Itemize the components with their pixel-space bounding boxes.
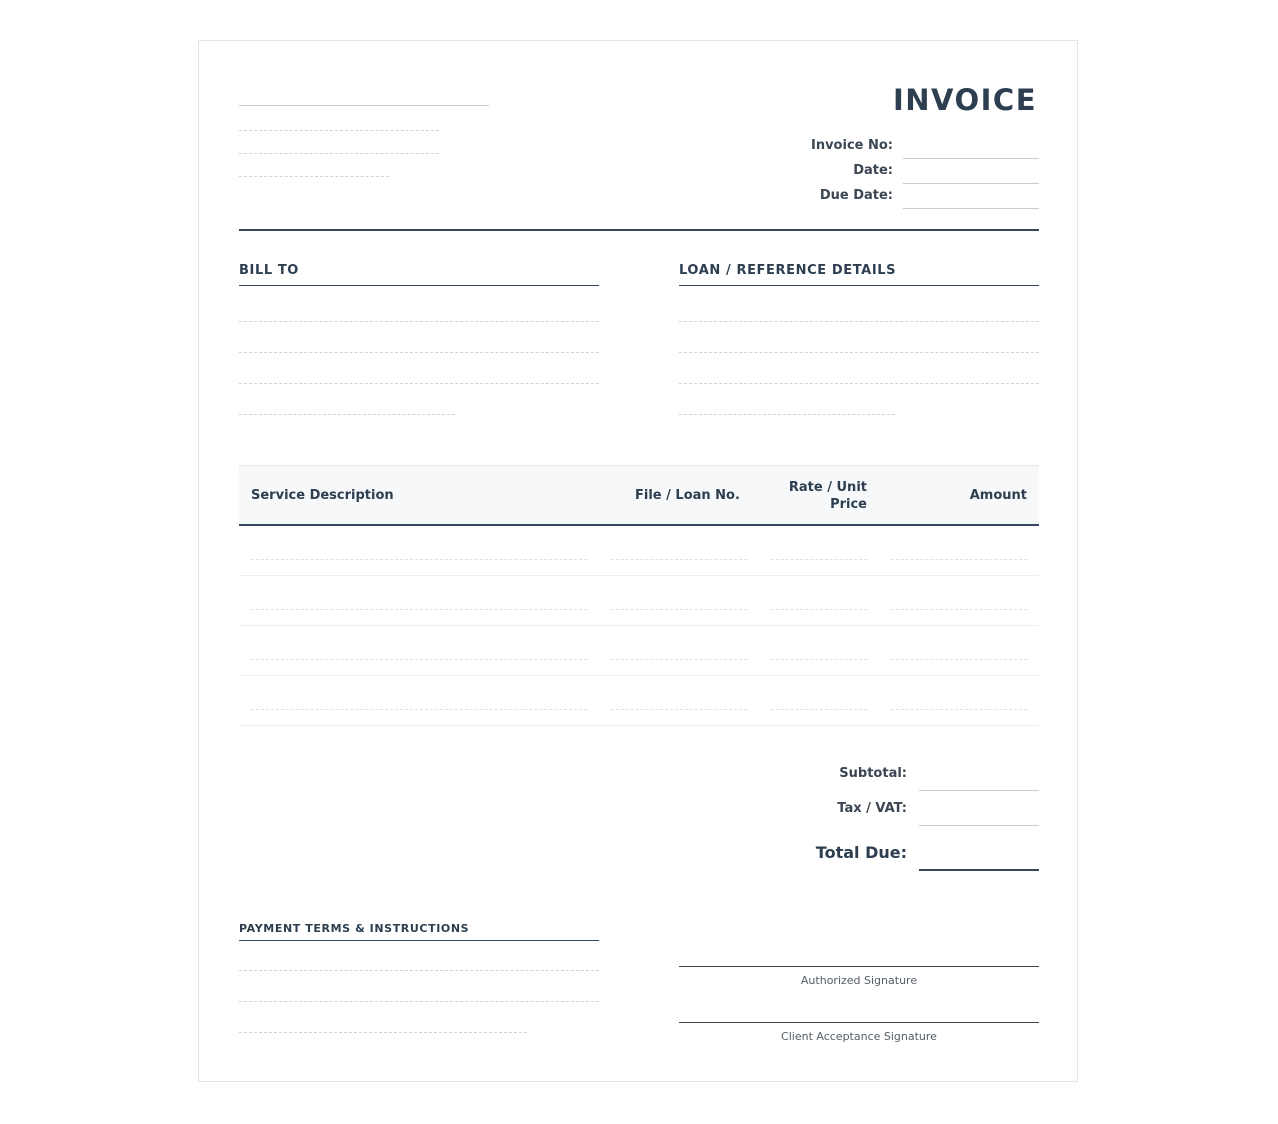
invoice-page [198,40,1078,1082]
loan-details-line-4[interactable] [679,414,895,415]
col-amount: Amount [969,488,1027,503]
items-table-header [239,465,1039,526]
total-due-label: Total Due: [815,843,907,862]
bill-to-line-1[interactable] [239,321,599,322]
row-1-rate-field[interactable] [771,559,867,560]
row-1-amount-field[interactable] [891,559,1027,560]
row-4-rate-field[interactable] [771,709,867,710]
payment-terms-heading: PAYMENT TERMS & INSTRUCTIONS [239,922,470,935]
row-4-amount-field[interactable] [891,709,1027,710]
row-1-file-no-field[interactable] [611,559,747,560]
col-file-loan-no: File / Loan No. [635,488,740,503]
loan-details-rule [679,285,1039,286]
col-rate-unit-price [769,479,867,513]
loan-details-line-2[interactable] [679,352,1039,353]
row-3-amount-field[interactable] [891,659,1027,660]
row-3-rate-field[interactable] [771,659,867,660]
row-4-file-no-field[interactable] [611,709,747,710]
bill-to-rule [239,285,599,286]
total-due-field[interactable] [919,869,1039,871]
col-service-description: Service Description [251,488,394,503]
company-name-line[interactable] [239,105,489,106]
tax-field[interactable] [919,825,1039,826]
subtotal-label: Subtotal: [839,766,907,781]
due-date-label: Due Date: [819,188,893,203]
bill-to-line-3[interactable] [239,383,599,384]
row-3-file-no-field[interactable] [611,659,747,660]
payment-terms-line-1[interactable] [239,970,599,971]
company-contact-line[interactable] [239,176,389,177]
client-signature-line[interactable] [679,1022,1039,1023]
authorized-signature-label: Authorized Signature [800,974,918,987]
date-field[interactable] [903,183,1039,184]
loan-details-line-1[interactable] [679,321,1039,322]
payment-terms-rule [239,940,599,941]
date-label: Date: [853,163,893,178]
client-signature-label: Client Acceptance Signature [781,1030,937,1043]
payment-terms-line-3[interactable] [239,1032,527,1033]
company-address-line-2[interactable] [239,153,439,154]
row-1-description-field[interactable] [251,559,587,560]
due-date-field[interactable] [903,208,1039,209]
subtotal-field[interactable] [919,790,1039,791]
col-rate-line-2: Price [830,497,867,512]
invoice-no-label: Invoice No: [810,138,893,153]
row-2-rate-field[interactable] [771,609,867,610]
row-4-description-field[interactable] [251,709,587,710]
bill-to-heading: BILL TO [239,263,299,278]
row-separator [239,625,1039,626]
row-separator [239,675,1039,676]
row-3-description-field[interactable] [251,659,587,660]
bill-to-line-4[interactable] [239,414,455,415]
company-address-line-1[interactable] [239,130,439,131]
bill-to-line-2[interactable] [239,352,599,353]
row-separator [239,725,1039,726]
loan-details-heading: LOAN / REFERENCE DETAILS [679,263,897,278]
col-rate-line-1: Rate / Unit [788,480,867,495]
payment-terms-line-2[interactable] [239,1001,599,1002]
header-divider [239,229,1039,231]
invoice-title: INVOICE [892,83,1037,117]
row-2-amount-field[interactable] [891,609,1027,610]
invoice-no-field[interactable] [903,158,1039,159]
row-2-file-no-field[interactable] [611,609,747,610]
tax-label: Tax / VAT: [837,801,907,816]
authorized-signature-line[interactable] [679,966,1039,967]
row-2-description-field[interactable] [251,609,587,610]
row-separator [239,575,1039,576]
loan-details-line-3[interactable] [679,383,1039,384]
